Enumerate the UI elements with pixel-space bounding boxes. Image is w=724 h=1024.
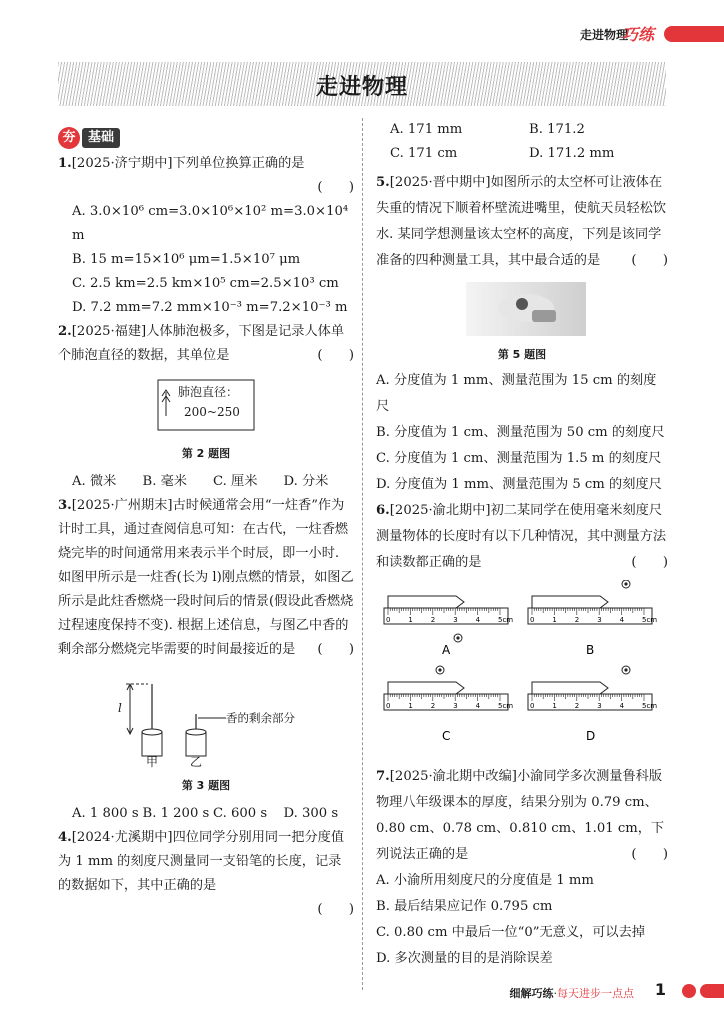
right-column [376,118,668,972]
option-a: A. 分度值为 1 mm、测量范围为 15 cm 的刻度尺 [376,373,657,414]
length-label: l [118,701,122,715]
question-source: [2025·渝北期中] [389,503,491,518]
figure-text-line-2: 200~250 [184,405,240,419]
answer-paren: ( ) [317,642,354,657]
brand-logo: 巧练 [621,25,654,44]
ruler-tick-label: 3 [453,616,458,624]
option-d: D. 多次测量的目的是消除误差 [376,951,553,966]
jia-label: 甲 [146,755,159,769]
figure-2 [58,372,354,438]
question-7 [376,764,668,972]
question-source: [2025·渝北期中改编] [389,769,517,784]
question-stem: 人体肺泡极多，下图是记录人体单个肺泡直径的数据，其单位是 [58,324,345,363]
eye-pupil-icon [456,636,459,639]
figure-caption: 第 5 题图 [497,348,547,361]
ruler-tick-label: 2 [430,616,436,624]
question-source: [2025·晋中期中] [389,175,491,190]
ruler-tick-label: 5cm [642,616,658,624]
incense-figure [58,666,354,770]
option-d: D. 171.2 mm [529,146,615,161]
space-cup-photo [376,278,668,338]
header-label: 走进物理 [579,28,628,42]
q4-options-row-2 [376,142,668,166]
option-a: A. 3.0×10⁶ cm=3.0×10⁶×10² m=3.0×10⁴ m [72,204,349,243]
figure-6 [376,580,668,758]
option-c: C. 2.5 km=2.5 km×10⁵ cm=2.5×10³ cm [72,276,339,291]
footer-accent-bar [700,984,724,998]
column-divider [362,118,363,990]
ruler-tick-label: 4 [475,616,481,624]
answer-paren: ( ) [631,847,668,862]
section-tag: 夯 [58,127,80,149]
ruler-tick-label: 1 [552,616,557,624]
measured-object [388,596,464,608]
answer-paren: ( ) [631,253,668,268]
eye-pupil-icon [624,668,627,671]
question-5 [376,170,668,498]
left-column [58,126,354,922]
ruler-tick-label: 0 [386,616,391,624]
page-number: 1 [654,980,666,999]
option-a: A. 1 800 s [72,806,139,821]
question-stem: 下列单位换算正确的是 [172,156,305,171]
ruler-tick-label: 2 [574,702,580,710]
option-label: C [442,729,451,743]
question-stem: 初二某同学在使用毫米刻度尺测量物体的长度时有以下几种情况，其中测量方法和读数都正确的是 [376,503,667,570]
option-b: B. 最后结果应记作 0.795 cm [376,899,553,914]
option-c: C. 厘米 [213,474,258,489]
option-d: D. 分米 [283,474,329,489]
chapter-title: 走进物理 [315,75,408,100]
option-d: D. 7.2 mm=7.2 mm×10⁻³ m=7.2×10⁻³ m [72,300,348,315]
ruler-tick-label: 1 [408,702,413,710]
question-number: 5. [376,175,390,190]
q4-options-row-1 [376,118,668,142]
option-c: C. 0.80 cm 中最后一位“0”无意义，可以去掉 [376,925,645,940]
figure-caption: 第 3 题图 [181,779,231,792]
measured-object [532,596,608,608]
measured-object [388,682,464,694]
option-a: A. 微米 [72,474,117,489]
ruler-figures [376,580,668,758]
ruler-tick-label: 4 [475,702,481,710]
ruler-tick-label: 1 [552,702,557,710]
question-number: 7. [376,769,390,784]
eye-pupil-icon [624,582,627,585]
ruler-tick-label: 3 [597,616,602,624]
yi-label: 乙 [190,755,203,769]
option-label: D [586,729,596,743]
figure-5 [376,278,668,338]
option-b: B. 1 200 s [142,806,210,821]
footer-text: 细解巧练·每天进步一点点 [509,987,634,1000]
option-a: A. 小渝所用刻度尺的分度值是 1 mm [376,873,594,888]
question-source: [2025·济宁期中] [71,156,173,171]
option-b: B. 171.2 [529,122,585,137]
option-c: C. 171 cm [390,146,458,161]
option-d: D. 分度值为 1 mm、测量范围为 5 cm 的刻度尺 [376,477,662,492]
answer-paren: ( ) [317,902,354,917]
figure-text-line-1: 肺泡直径： [178,385,239,399]
question-source: [2024·尤溪期中] [71,830,173,845]
answer-paren: ( ) [317,180,354,195]
options-row [58,470,354,494]
ruler-tick-label: 3 [453,702,458,710]
ruler-tick-label: 4 [619,616,625,624]
footer-dot [682,984,696,998]
question-number: 1. [58,156,72,171]
question-number: 6. [376,503,390,518]
option-c: C. 600 s [213,806,268,821]
option-c: C. 分度值为 1 cm、测量范围为 1.5 m 的刻度尺 [376,451,662,466]
question-number: 3. [58,498,72,513]
option-label: B [586,643,595,657]
option-b: B. 15 m=15×10⁶ μm=1.5×10⁷ μm [72,252,301,267]
question-3 [58,494,354,826]
ruler-tick-label: 0 [530,702,535,710]
footer-brand: 细解巧练 [509,987,554,1000]
ruler-tick-label: 4 [619,702,625,710]
figure-3 [58,666,354,770]
question-4 [58,826,354,922]
question-stem: 古时候通常会用“一炷香”作为计时工具，通过查阅信息可知：在古代，一炷香燃烧完毕的时间通常用来表示半个时辰，即一小时. 如图甲所示是一炷香(长为 l)刚点燃的情景，如图乙所示是此炷香燃烧一段时间后的情景(假设此香燃烧过程速度保持不变). 根据上述信息，与图乙中香的剩余部分燃烧完毕需要的时间最接近的是 [58,498,354,657]
question-source: [2025·福建] [71,324,147,339]
ruler-tick-label: 1 [408,616,413,624]
ruler-tick-label: 0 [530,616,535,624]
question-stem: 小渝同学多次测量鲁科版物理八年级课本的厚度，结果分别为 0.79 cm、0.80 cm、0.78 cm、0.810 cm、1.01 cm，下列说法正确的是 [376,769,665,862]
question-6 [376,498,668,758]
ruler-tick-label: 3 [597,702,602,710]
question-2 [58,320,354,494]
question-number: 2. [58,324,72,339]
question-source: [2025·广州期末] [71,498,173,513]
section-name: 基础 [82,128,120,148]
option-d: D. 300 s [283,806,339,821]
eye-pupil-icon [438,668,441,671]
section-header [58,126,354,150]
chapter-banner [58,62,666,106]
measured-object [532,682,608,694]
ruler-tick-label: 5cm [498,702,514,710]
remaining-label: 香的剩余部分 [226,711,295,725]
question-number: 4. [58,830,72,845]
footer-slogan: 每天进步一点点 [557,987,634,1000]
ruler-tick-label: 2 [430,702,436,710]
option-label: A [442,643,451,657]
header-accent-bar [664,26,724,42]
answer-paren: ( ) [317,348,354,363]
ruler-tick-label: 0 [386,702,391,710]
question-1 [58,152,354,320]
ruler-tick-label: 2 [574,616,580,624]
option-b: B. 分度值为 1 cm、测量范围为 50 cm 的刻度尺 [376,425,665,440]
answer-paren: ( ) [631,555,668,570]
options-row [58,802,354,826]
question-stem: 四位同学分别用同一把分度值为 1 mm 的刻度尺测量同一支铅笔的长度，记录的数据如下，其中正确的是 [58,830,345,893]
figure-caption: 第 2 题图 [181,447,231,460]
ruler-tick-label: 5cm [498,616,514,624]
question-stem: 如图所示的太空杯可让液体在失重的情况下顺着杯壁流进嘴里，使航天员轻松饮水. 某同学想测量该太空杯的高度，下列是该同学准备的四种测量工具，其中最合适的是 [376,175,667,268]
option-a: A. 171 mm [390,122,463,137]
ruler-tick-label: 5cm [642,702,658,710]
option-b: B. 毫米 [142,474,187,489]
